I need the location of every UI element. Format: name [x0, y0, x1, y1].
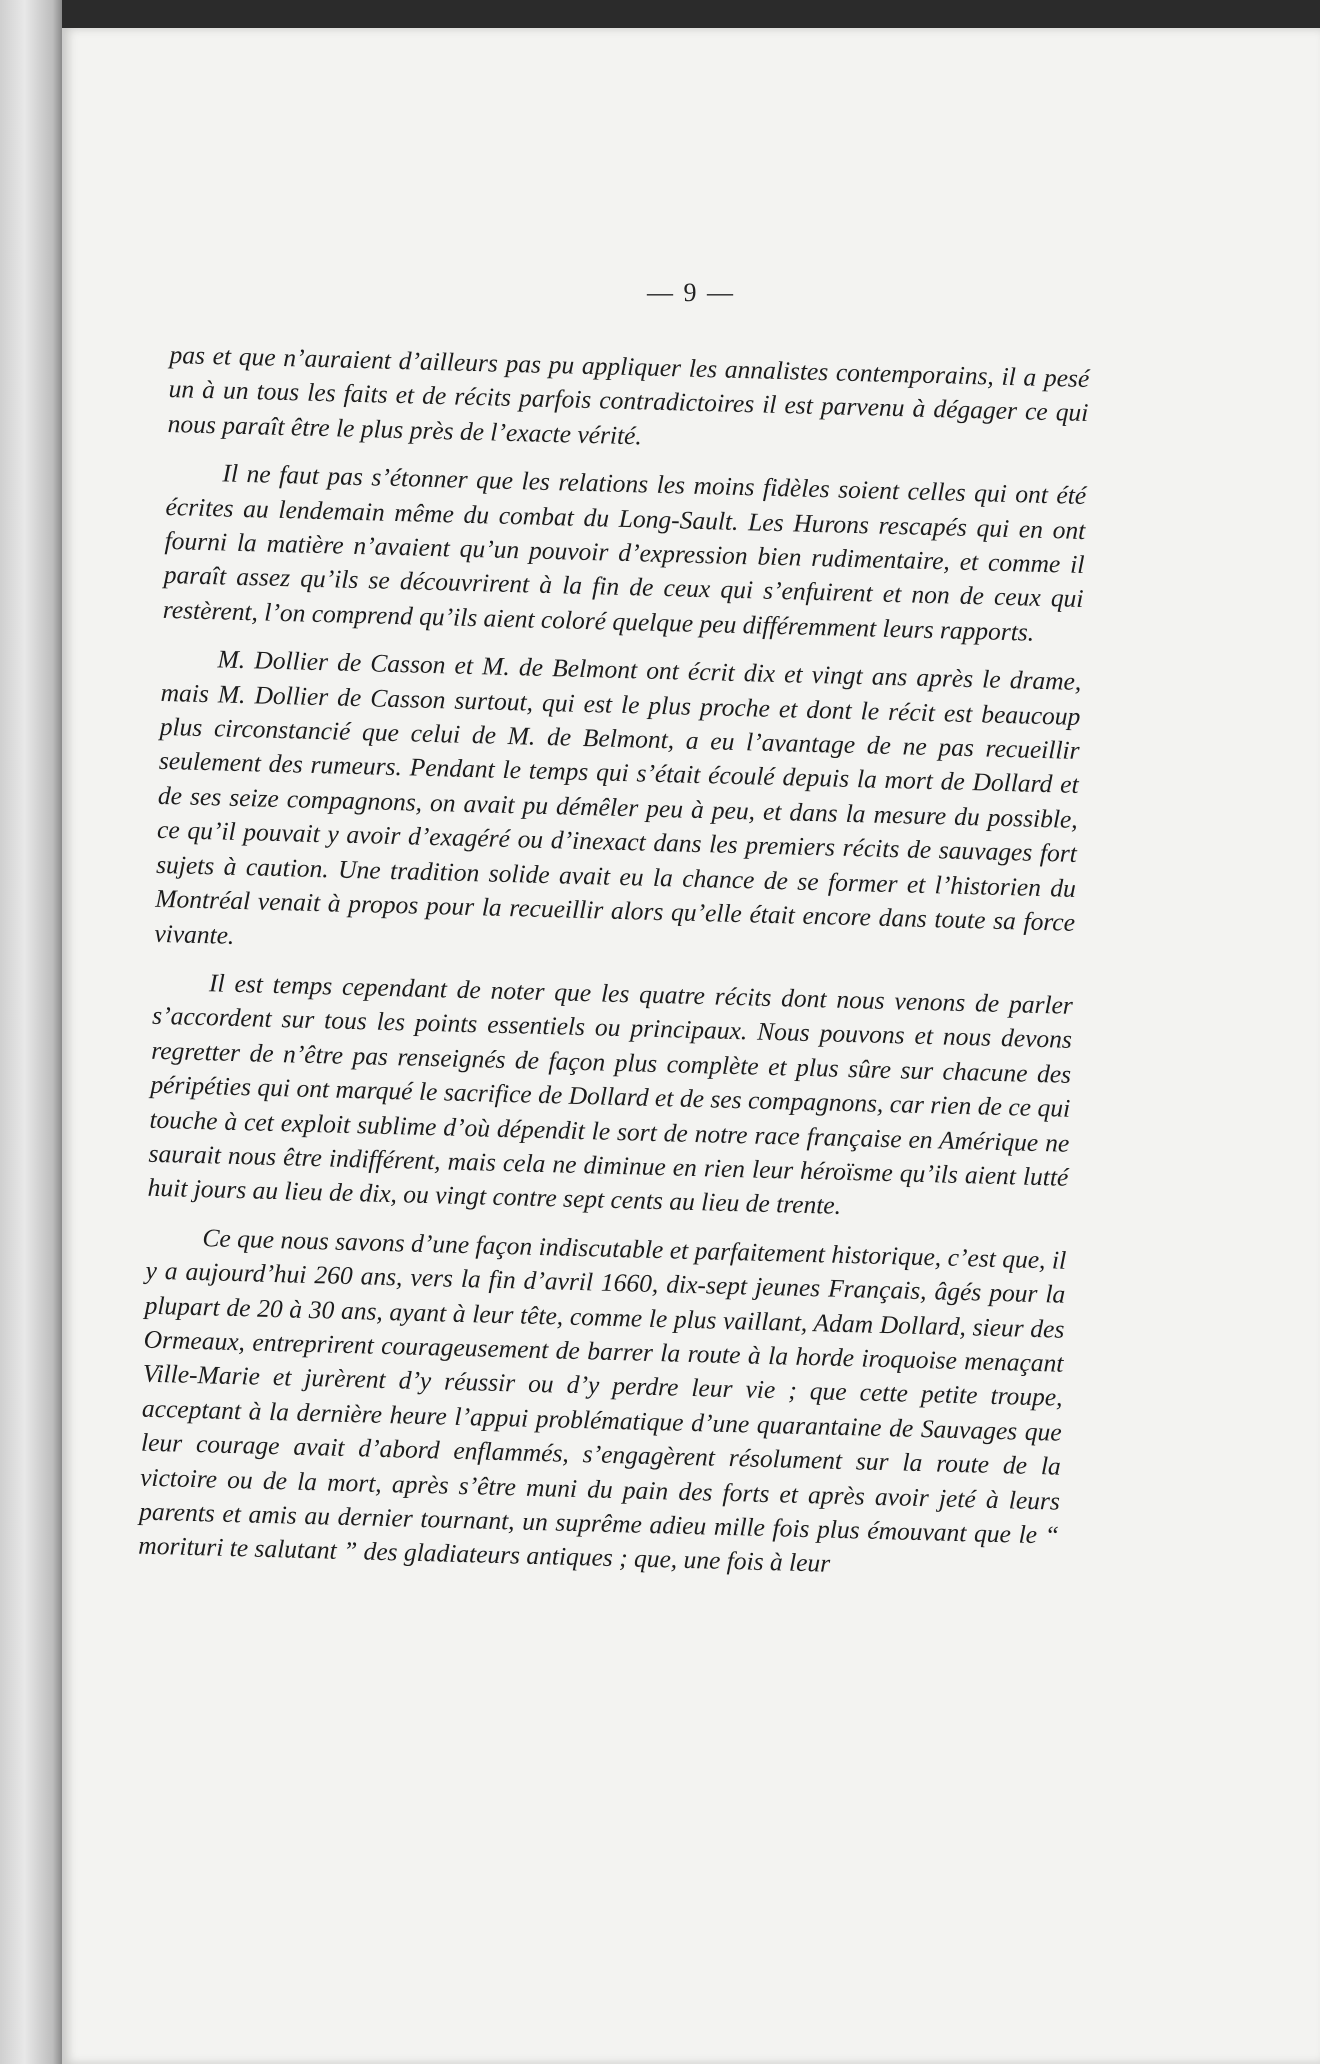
page-body: [138, 338, 1090, 1601]
book-binding: [0, 0, 62, 2064]
paragraph-2: Il ne faut pas s’étonner que les relations les moins fidèles soient celles qui ont été écrites au lendemain même du combat du Long-Sault. Les Hurons rescapés qui en ont fourni la matière n’avaient qu’un pouvoir d’expression bien rudimentaire, et comme il paraît assez qu’ils se découvrirent à la fin de ceux qui s’enfuirent et non de ceux qui restèrent, l’on comprend qu’ils aient coloré quelque peu différemment leurs rapports.: [162, 458, 1087, 647]
book-page: [62, 28, 1320, 2064]
paragraph-1: pas et que n’auraient d’ailleurs pas pu appliquer les annalistes contemporains, il a pesé un à un tous les faits et de récits parfois contradictoires il est parvenu à dégager ce qui nous paraît être le plus près de l’exacte vérité.: [167, 339, 1090, 451]
page-number: — 9 —: [647, 278, 735, 307]
paragraph-5: Ce que nous savons d’une façon indiscutable et parfaitement historique, c’est que, il y a aujourd’hui 260 ans, vers la fin d’avril 1660, dix-sept jeunes Français, âgés pour la plupart de 20 à 30 ans, ayant à leur tête, comme le plus vaillant, Adam Dollard, sieur des Ormeaux, entreprirent courageusement de barrer la route à la horde iroquoise menaçant Ville-Marie et jurèrent d’y réussir ou d’y perdre leur vie ; que cette petite troupe, acceptant à la dernière heure l’appui problématique d’une quarantaine de Sauvages que leur courage avait d’abord enflammés, s’engagèrent résolument sur la route de la victoire ou de la mort, après s’être muni du pain des forts et après avoir jeté à leurs parents et amis au dernier tournant, un suprême adieu mille fois plus émouvant que le “ morituri te salutant ” des gladiateurs antiques ; que, une fois à leur: [138, 1222, 1067, 1579]
paragraph-3: M. Dollier de Casson et M. de Belmont ont écrit dix et vingt ans après le drame, mais M. Dollier de Casson surtout, qui est le plus proche et dont le récit est beaucoup plus circonstancié que celui de M. de Belmont, a eu l’avantage de ne pas recueillir seulement des rumeurs. Pendant le temps qui s’était écoulé depuis la mort de Dollard et de ses seize compagnons, on avait pu démêler peu à peu, et dans la mesure du possible, ce qu’il pouvait y avoir d’exagéré ou d’inexact dans les premiers récits de sauvages fort sujets à caution. Une tradition solide avait eu la chance de se former et l’historien du Montréal venait à propos pour la recueillir alors qu’elle était encore dans toute sa force vivante.: [154, 644, 1082, 950]
scan-top-edge: [0, 0, 1320, 30]
paragraph-4: Il est temps cependant de noter que les quatre récits dont nous venons de parler s’accordent sur tous les points essentiels ou principaux. Nous pouvons et nous devons regretter de n’être pas renseignés de façon plus complète et plus sûre sur chacune des péripéties qui ont marqué le sacrifice de Dollard et de ses compagnons, car rien de ce qui touche à cet exploit sublime d’où dépendit le sort de notre race française en Amérique ne saurait nous être indifférent, mais cela ne diminue en rien leur héroïsme qu’ils aient lutté huit jours au lieu de dix, ou vingt contre sept cents au lieu de trente.: [147, 968, 1074, 1221]
